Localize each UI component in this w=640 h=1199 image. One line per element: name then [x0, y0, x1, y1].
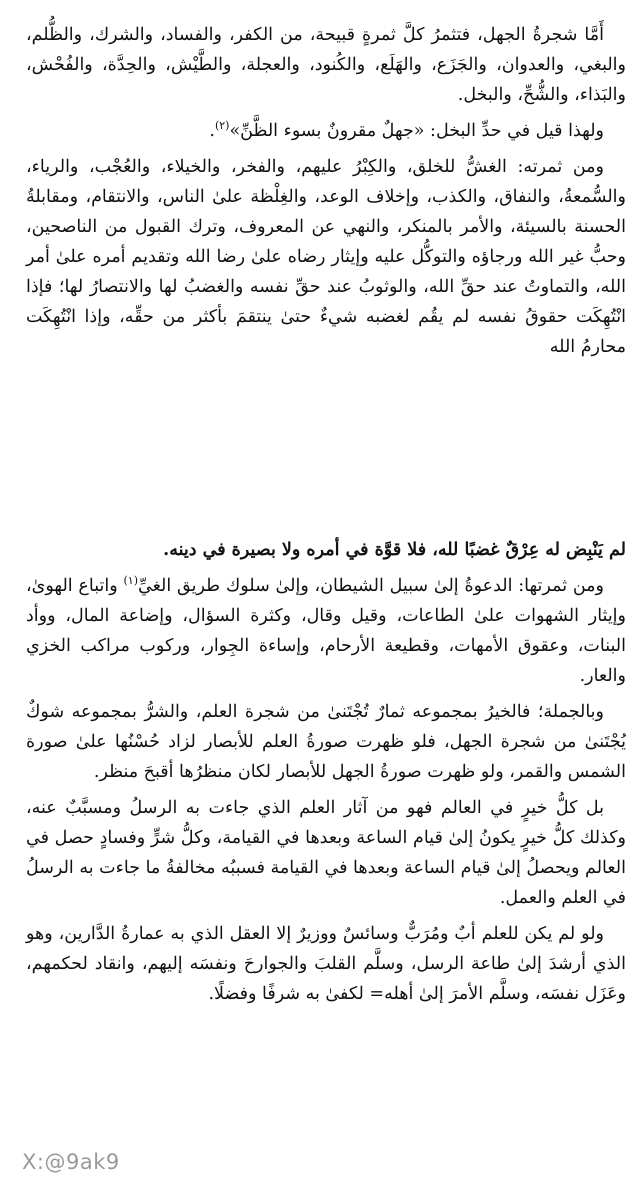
watermark-handle: X:@9ak9 — [22, 1150, 120, 1174]
paragraph-text: ومن ثمرته: الغشُّ للخلق، والكِبْرُ عليهم، والفخر، والخيلاء، والعُجْب، والرياء، والسُّمعةُ، والنفاق، والكذب، وإخلاف الوعد، والغِلْظة علىٰ الناس، والانتقام، ومقابلةُ الحسنة بالسيئة، والأمر بالمنكر، والنهي عن المعروف، وترك القبول من الناصحين، وحبُّ غير الله ورجاؤه والتوكُّل عليه وإيثار رضاه علىٰ رضا الله وتقديم أمره علىٰ أمر الله، والتماوتُ عند حقِّ الله، والوثوبُ عند حقِّ نفسه والغضبُ لها والانتصارُ لها؛ فإذا انْتُهِكَت حقوقُ نفسه لم يقُم لغضبه شيءٌ حتىٰ ينتقمَ بأكثر من حقِّه، وإذا انْتُهِكَت محارمُ الله — [26, 157, 627, 357]
paragraph-in-summary — [26, 697, 626, 787]
footnote-marker[interactable]: (٢) — [214, 119, 230, 133]
paragraph-stinginess-definition — [26, 116, 626, 146]
paragraph-text: ومن ثمرتها: الدعوةُ إلىٰ سبيل الشيطان، وإلىٰ سلوك طريق الغيِّ — [137, 576, 604, 596]
paragraph-tail: . — [209, 121, 215, 141]
paragraph-tail: واتباع الهوىٰ، وإيثار الشهوات علىٰ الطاعات، وقيل وقال، وكثرة السؤال، وإضاعة المال، ووأد البنات، وعقوق الأمهات، وقطيعة الأرحام، وإساءة الجِوار، وركوب مراكب الخزي والعار. — [26, 576, 626, 686]
footnote-marker[interactable]: (١) — [123, 574, 138, 588]
text-block-upper — [26, 20, 626, 368]
paragraph-continuation — [26, 535, 626, 565]
paragraph-call-to-devil — [26, 571, 626, 691]
paragraph-text: وبالجملة؛ فالخيرُ بمجموعه ثمارٌ تُجْتَنىٰ من شجرة العلم، والشرُّ بمجموعه شوكٌ يُجْتَنىٰ من شجرة الجهل، فلو ظهرت صورةُ العلم للأبصار لزاد حُسْنُها علىٰ صورة الشمس والقمر، ولو ظهرت صورةُ الجهل للأبصار لكان منظرُها أقبحَ منظر. — [26, 702, 626, 782]
paragraph-text: أَمَّا شجرةُ الجهل، فتثمرُ كلَّ ثمرةٍ قبيحة، من الكفر، والفساد، والشرك، والظُّلم، والبغي، والعدوان، والجَزَع، والهَلَع، والكُنود، والعجلة، والطَّيْش، والحِدَّة، والفُحْش، والبَذاء، والشُّحِّ، والبخل. — [26, 25, 626, 105]
paragraph-text: ولهذا قيل في حدِّ البخل: «جهلٌ مقرونٌ بسوء الظَّنِّ» — [229, 121, 604, 141]
paragraph-intellect — [26, 919, 626, 1009]
text-block-lower — [26, 535, 626, 1015]
paragraph-fruits-list — [26, 152, 626, 362]
paragraph-text: بل كلُّ خيرٍ في العالم فهو من آثار العلم الذي جاءت به الرسلُ ومسبَّبٌ عنه، وكذلك كلُّ خيرٍ يكونُ إلىٰ قيام الساعة وبعدها في القيامة، وكلُّ شرٍّ وفسادٍ حصل في العالم ويحصلُ إلىٰ قيام الساعة وبعدها في القيامة فسببُه مخالفةُ ما جاءت به الرسلُ في العلم والعمل. — [26, 798, 626, 908]
paragraph-fruits-of-ignorance — [26, 20, 626, 110]
paragraph-text: ولو لم يكن للعلم أبٌ ومُرَبٌّ وسائسٌ ووزيرٌ إلا العقل الذي به عمارةُ الدَّارين، وهو الذي أرشدَ إلىٰ طاعة الرسل، وسلَّم القلبَ والجوارحَ ونفسَه إليهم، وانقاد لحكمهم، وعَزَل نفسَه، وسلَّم الأمرَ إلىٰ أهله= لكفىٰ به شرفًا وفضلًا. — [26, 924, 626, 1004]
paragraph-text: لم يَنْبِض له عِرْقٌ غضبًا لله، فلا قوَّة في أمره ولا بصيرة في دينه. — [163, 540, 626, 560]
paragraph-all-good — [26, 793, 626, 913]
